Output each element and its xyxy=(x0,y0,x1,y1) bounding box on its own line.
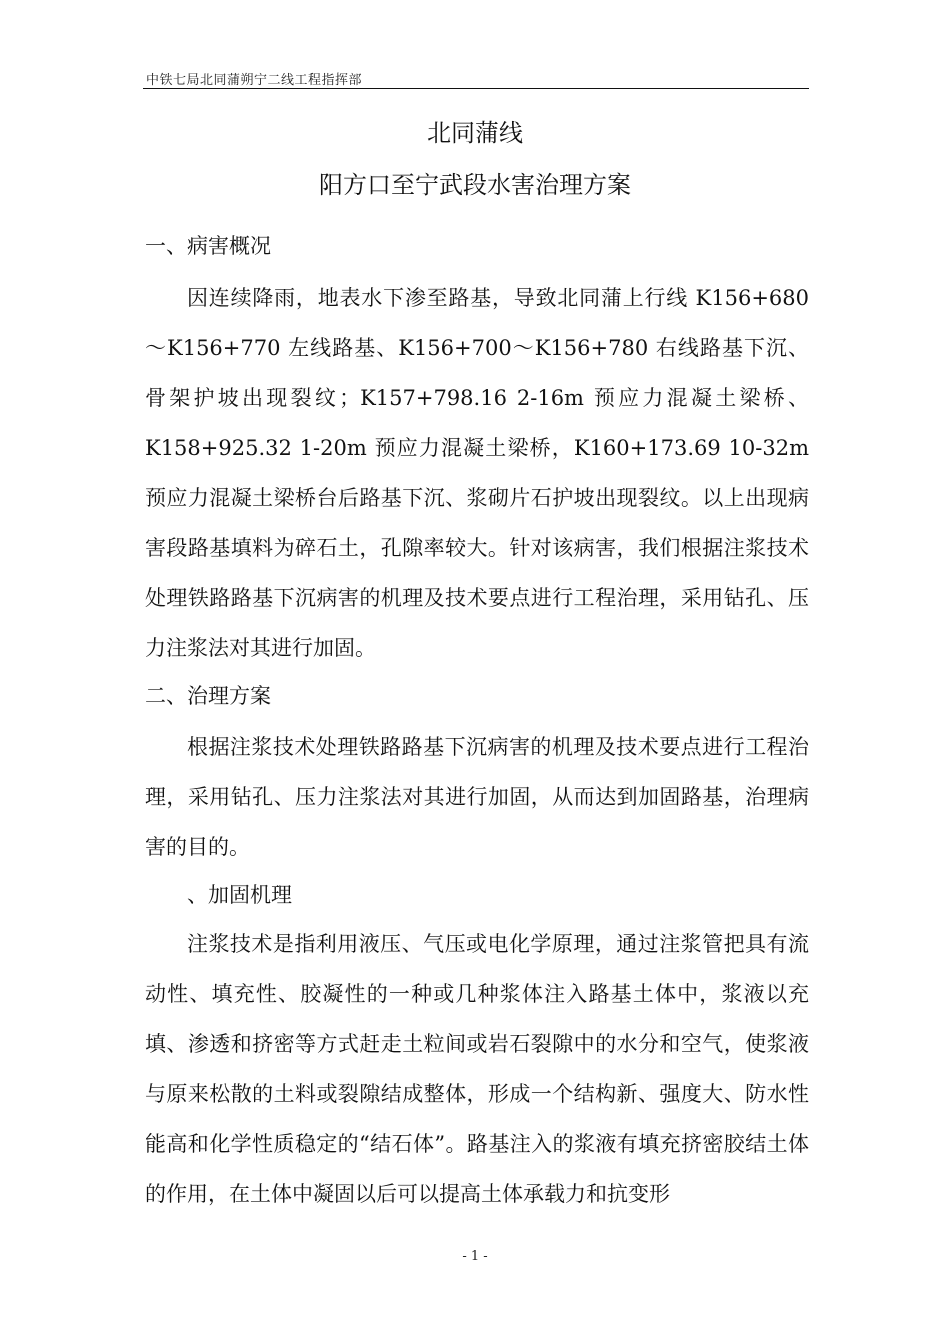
section-heading-plan: 二、治理方案 xyxy=(145,684,271,708)
subsection-paragraph-mechanism: 注浆技术是指利用液压、气压或电化学原理，通过注浆管把具有流动性、填充性、胶凝性的一种或几种浆体注入路基土体中，浆液以充填、渗透和挤密等方式赶走土粒间或岩石裂隙中的水分和空气，使浆液与原来松散的土料或裂隙结成整体，形成一个结构新、强度大、防水性能高和化学性质稳定的“结石体”。路基注入的浆液有填充挤密胶结土体的作用，在土体中凝固以后可以提高土体承载力和抗变形 xyxy=(145,932,809,1206)
header-rule xyxy=(143,88,809,89)
page-header: 中铁七局北同蒲朔宁二线工程指挥部 xyxy=(146,73,363,88)
section-heading-overview: 一、病害概况 xyxy=(145,234,271,258)
document-title-line-1: 北同蒲线 xyxy=(427,119,523,147)
subsection-heading-mechanism: 、加固机理 xyxy=(187,883,292,907)
page-number: - 1 - xyxy=(462,1249,488,1264)
section-paragraph-plan: 根据注浆技术处理铁路路基下沉病害的机理及技术要点进行工程治理，采用钻孔、压力注浆法对其进行加固，从而达到加固路基，治理病害的目的。 xyxy=(145,735,809,859)
section-paragraph-overview: 因连续降雨，地表水下渗至路基，导致北同蒲上行线 K156+680～K156+770 左线路基、K156+700～K156+780 右线路基下沉、骨架护坡出现裂纹；K157+798.16 2-16m 预应力混凝土梁桥、K158+925.32 1-20m 预应力混凝土梁桥，K160+173.69 10-32m 预应力混凝土梁桥台后路基下沉、浆砌片石护坡出现裂纹。以上出现病害段路基填料为碎石土，孔隙率较大。针对该病害，我们根据注浆技术处理铁路路基下沉病害的机理及技术要点进行工程治理，采用钻孔、压力注浆法对其进行加固。 xyxy=(145,286,809,660)
document-title-line-2: 阳方口至宁武段水害治理方案 xyxy=(319,171,631,199)
